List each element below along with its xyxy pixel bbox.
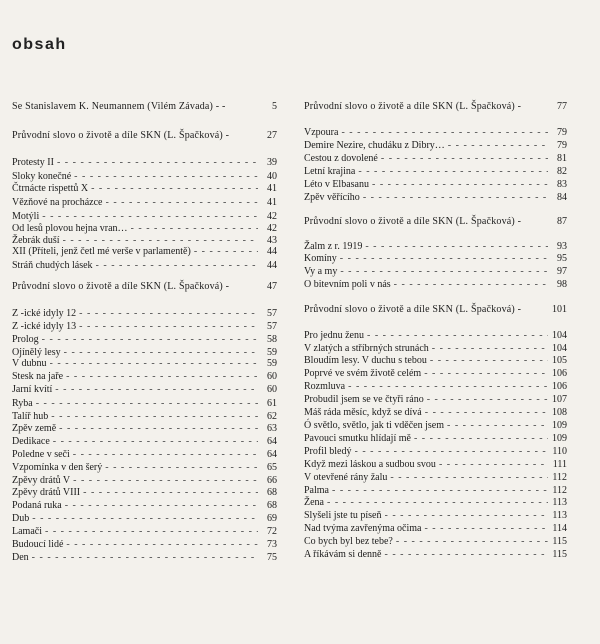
toc-entry-title: Poprvé ve svém životě celém bbox=[304, 368, 422, 379]
toc-entry-title: Budoucí lidé bbox=[12, 539, 64, 550]
toc-entry bbox=[12, 397, 277, 410]
toc-entry-page: 60 bbox=[267, 371, 277, 382]
toc-entry-title: Zpěvy drátů VIII bbox=[12, 487, 81, 498]
toc-entry bbox=[12, 156, 277, 169]
toc-entry-title: Lamači bbox=[12, 526, 42, 537]
toc-entry-page: 110 bbox=[552, 446, 567, 457]
dot-leader bbox=[414, 432, 548, 445]
toc-entry-page: 109 bbox=[552, 433, 567, 444]
dot-leader bbox=[79, 320, 258, 333]
dot-leader bbox=[327, 496, 548, 509]
toc-entry bbox=[12, 538, 277, 551]
toc-entry bbox=[304, 191, 567, 204]
dot-leader bbox=[430, 354, 548, 367]
toc-entry-page: 43 bbox=[267, 235, 277, 246]
toc-entry bbox=[304, 178, 567, 191]
toc-entry bbox=[12, 486, 277, 499]
toc-foreword-entry bbox=[304, 303, 567, 316]
toc-entry bbox=[12, 512, 277, 525]
dot-leader bbox=[427, 393, 548, 406]
toc-entry-title: Průvodní slovo o životě a díle SKN (L. Špačková) - bbox=[304, 216, 522, 227]
toc-entry-page: 95 bbox=[557, 253, 567, 264]
toc-entry-page: 57 bbox=[267, 321, 277, 332]
toc-entry-title: Vy a my bbox=[304, 266, 338, 277]
dot-leader bbox=[55, 383, 258, 396]
toc-entry-page: 75 bbox=[267, 552, 277, 563]
toc-entry-page: 64 bbox=[267, 449, 277, 460]
toc-foreword-entry bbox=[12, 100, 277, 113]
dot-leader bbox=[424, 367, 548, 380]
toc-entry-page: 84 bbox=[557, 192, 567, 203]
toc-entry-page: 101 bbox=[552, 304, 567, 315]
dot-leader bbox=[396, 535, 548, 548]
dot-leader bbox=[45, 525, 258, 538]
toc-entry bbox=[304, 445, 567, 458]
toc-entry bbox=[12, 525, 277, 538]
toc-entry-title: Protesty II bbox=[12, 157, 54, 168]
dot-leader bbox=[50, 357, 258, 370]
dot-leader bbox=[32, 512, 258, 525]
toc-entry-title: Vzpomínka v den šerý bbox=[12, 462, 103, 473]
toc-entry bbox=[304, 548, 567, 561]
toc-entry-page: 115 bbox=[552, 536, 567, 547]
toc-entry-page: 79 bbox=[557, 127, 567, 138]
toc-entry-title: Žalm z r. 1919 bbox=[304, 241, 363, 252]
dot-leader bbox=[358, 165, 548, 178]
toc-entry-title: Žena bbox=[304, 497, 324, 508]
toc-entry-page: 65 bbox=[267, 462, 277, 473]
toc-entry bbox=[12, 320, 277, 333]
dot-leader bbox=[439, 458, 548, 471]
dot-leader bbox=[91, 182, 258, 195]
toc-entry-page: 41 bbox=[267, 183, 277, 194]
toc-entry bbox=[304, 458, 567, 471]
toc-entry bbox=[304, 471, 567, 484]
toc-entry-title: Máš ráda měsíc, když se dívá bbox=[304, 407, 422, 418]
toc-entry bbox=[304, 496, 567, 509]
toc-entry bbox=[304, 139, 567, 152]
toc-entry bbox=[12, 259, 277, 272]
toc-entry bbox=[304, 522, 567, 535]
toc-entry-page: 81 bbox=[557, 153, 567, 164]
toc-entry-title: Ojínělý lesy bbox=[12, 347, 61, 358]
page-title: obsah bbox=[12, 36, 67, 53]
toc-entry-page: 114 bbox=[552, 523, 567, 534]
toc-entry-title: Léto v Elbasanu bbox=[304, 179, 369, 190]
toc-entry-page: 112 bbox=[552, 485, 567, 496]
dot-leader bbox=[59, 422, 258, 435]
toc-entry bbox=[12, 383, 277, 396]
toc-entry-page: 27 bbox=[267, 130, 277, 141]
toc-entry bbox=[304, 432, 567, 445]
dot-leader bbox=[65, 499, 258, 512]
toc-entry-title: Letní krajina bbox=[304, 166, 356, 177]
toc-entry bbox=[304, 265, 567, 278]
toc-entry-title: A říkávám si denně bbox=[304, 549, 382, 560]
toc-entry bbox=[12, 448, 277, 461]
toc-entry-title: Žebrák duší bbox=[12, 235, 60, 246]
toc-entry-title: Komíny bbox=[304, 253, 337, 264]
toc-entry-title: XII (Příteli, jenž četl mé verše v parlamentě) bbox=[12, 246, 191, 257]
toc-entry-page: 111 bbox=[552, 459, 567, 470]
toc-entry-title: Průvodní slovo o životě a díle SKN (L. Špačková) - bbox=[12, 130, 230, 141]
dot-leader bbox=[79, 307, 258, 320]
toc-entry-title: Stesk na jaře bbox=[12, 371, 64, 382]
toc-entry-title: Demire Nezire, chudáku z Dibry… bbox=[304, 140, 445, 151]
toc-entry-title: Den bbox=[12, 552, 29, 563]
toc-entry-page: 58 bbox=[267, 334, 277, 345]
toc-entry-page: 82 bbox=[557, 166, 567, 177]
toc-entry bbox=[12, 461, 277, 474]
toc-entry-page: 106 bbox=[552, 368, 567, 379]
toc-entry-title: Stráň chudých lásek bbox=[12, 260, 93, 271]
toc-entry-title: Jarní kvítí bbox=[12, 384, 53, 395]
dot-leader bbox=[73, 448, 258, 461]
toc-entry-title: Průvodní slovo o životě a díle SKN (L. Špačková) - bbox=[12, 281, 230, 292]
toc-entry bbox=[304, 354, 567, 367]
toc-entry bbox=[304, 380, 567, 393]
toc-entry-title: Průvodní slovo o životě a díle SKN (L. Špačková) - bbox=[304, 101, 522, 112]
dot-leader bbox=[394, 278, 548, 291]
toc-entry-page: 42 bbox=[267, 211, 277, 222]
toc-entry-title: Slyšeli jste tu píseň bbox=[304, 510, 382, 521]
toc-entry-page: 104 bbox=[552, 343, 567, 354]
toc-entry bbox=[304, 152, 567, 165]
toc-entry-page: 106 bbox=[552, 381, 567, 392]
toc-entry-title: Talíř hub bbox=[12, 411, 49, 422]
dot-leader bbox=[425, 406, 548, 419]
dot-leader bbox=[385, 509, 549, 522]
toc-entry bbox=[304, 367, 567, 380]
toc-entry-title: Dub bbox=[12, 513, 30, 524]
toc-entry-page: 104 bbox=[552, 330, 567, 341]
dot-leader bbox=[390, 471, 548, 484]
dot-leader bbox=[341, 126, 548, 139]
toc-foreword-entry bbox=[304, 215, 567, 228]
toc-entry-page: 62 bbox=[267, 411, 277, 422]
toc-entry-page: 113 bbox=[552, 510, 567, 521]
toc-entry-page: 73 bbox=[267, 539, 277, 550]
toc-entry-title: Ryba bbox=[12, 398, 33, 409]
toc-entry-title: V zlatých a stříbrných strunách bbox=[304, 343, 429, 354]
toc-entry-title: Ó světlo, světlo, jak ti vděčen jsem bbox=[304, 420, 444, 431]
toc-entry-title: Co bych byl bez tebe? bbox=[304, 536, 393, 547]
toc-entry-title: Zpěv věřícího bbox=[304, 192, 360, 203]
toc-entry bbox=[12, 357, 277, 370]
toc-entry-page: 72 bbox=[267, 526, 277, 537]
toc-entry-page: 44 bbox=[267, 246, 277, 257]
toc-entry-page: 57 bbox=[267, 308, 277, 319]
dot-leader bbox=[53, 435, 258, 448]
toc-entry-title: Se Stanislavem K. Neumannem (Vilém Závada) - - bbox=[12, 101, 226, 112]
toc-entry-page: 98 bbox=[557, 279, 567, 290]
toc-entry bbox=[12, 333, 277, 346]
toc-entry bbox=[12, 245, 277, 258]
dot-leader bbox=[106, 196, 259, 209]
toc-entry-page: 68 bbox=[267, 487, 277, 498]
toc-entry-title: Čtrnácte rispettů X bbox=[12, 183, 89, 194]
toc-entry bbox=[12, 499, 277, 512]
toc-entry bbox=[304, 126, 567, 139]
toc-entry bbox=[12, 182, 277, 195]
toc-entry-page: 109 bbox=[552, 420, 567, 431]
toc-entry-page: 47 bbox=[267, 281, 277, 292]
toc-entry-page: 39 bbox=[267, 157, 277, 168]
toc-entry-title: O bitevním poli v nás bbox=[304, 279, 391, 290]
toc-entry-title: Zpěvy drátů V bbox=[12, 475, 71, 486]
dot-leader bbox=[96, 259, 258, 272]
toc-entry-title: Průvodní slovo o životě a díle SKN (L. Špačková) - bbox=[304, 304, 522, 315]
toc-entry-title: Z -ické idyly 12 bbox=[12, 308, 77, 319]
toc-entry bbox=[12, 307, 277, 320]
dot-leader bbox=[381, 152, 548, 165]
toc-entry-title: Prolog bbox=[12, 334, 39, 345]
toc-entry-title: Z -ické idyly 13 bbox=[12, 321, 77, 332]
toc-entry bbox=[12, 370, 277, 383]
toc-entry-title: Podaná ruka bbox=[12, 500, 62, 511]
toc-entry bbox=[304, 419, 567, 432]
toc-entry-title: Pavouci smutku hlídají mě bbox=[304, 433, 411, 444]
toc-entry-title: Bloudím lesy. V duchu s tebou bbox=[304, 355, 427, 366]
dot-leader bbox=[57, 156, 258, 169]
toc-entry-title: V otevřené rány žalu bbox=[304, 472, 388, 483]
toc-entry-page: 59 bbox=[267, 358, 277, 369]
toc-entry bbox=[304, 535, 567, 548]
toc-entry bbox=[12, 435, 277, 448]
toc-entry-title: V dubnu bbox=[12, 358, 47, 369]
toc-entry bbox=[304, 329, 567, 342]
toc-entry-page: 112 bbox=[552, 472, 567, 483]
dot-leader bbox=[363, 191, 548, 204]
toc-entry-page: 42 bbox=[267, 223, 277, 234]
toc-entry-page: 63 bbox=[267, 423, 277, 434]
toc-entry bbox=[304, 406, 567, 419]
toc-entry-title: Když mezi láskou a sudbou svou bbox=[304, 459, 436, 470]
dot-leader bbox=[447, 419, 548, 432]
toc-entry bbox=[304, 393, 567, 406]
toc-entry-page: 61 bbox=[267, 398, 277, 409]
toc-entry bbox=[304, 509, 567, 522]
toc-entry-page: 113 bbox=[552, 497, 567, 508]
toc-entry-title: Nad tvýma zavřenýma očima bbox=[304, 523, 422, 534]
dot-leader bbox=[424, 522, 548, 535]
toc-entry-page: 87 bbox=[557, 216, 567, 227]
dot-leader bbox=[355, 445, 549, 458]
dot-leader bbox=[348, 380, 548, 393]
toc-entry-page: 107 bbox=[552, 394, 567, 405]
dot-leader bbox=[83, 486, 258, 499]
toc-entry-title: Zpěv země bbox=[12, 423, 57, 434]
toc-entry-page: 41 bbox=[267, 197, 277, 208]
toc-entry-title: Dedikace bbox=[12, 436, 50, 447]
toc-entry bbox=[12, 551, 277, 564]
toc-foreword-entry bbox=[12, 129, 277, 142]
dot-leader bbox=[32, 551, 258, 564]
toc-entry-page: 77 bbox=[557, 101, 567, 112]
toc-entry-title: Sloky konečné bbox=[12, 171, 72, 182]
toc-entry-page: 60 bbox=[267, 384, 277, 395]
dot-leader bbox=[340, 265, 548, 278]
toc-entry-title: Motýli bbox=[12, 211, 40, 222]
toc-entry-title: Pro jednu ženu bbox=[304, 330, 364, 341]
toc-entry bbox=[304, 278, 567, 291]
toc-entry-page: 59 bbox=[267, 347, 277, 358]
toc-entry-page: 40 bbox=[267, 171, 277, 182]
dot-leader bbox=[105, 461, 258, 474]
toc-entry-page: 105 bbox=[552, 355, 567, 366]
toc-entry-page: 68 bbox=[267, 500, 277, 511]
toc-entry-page: 115 bbox=[552, 549, 567, 560]
toc-entry bbox=[12, 196, 277, 209]
toc-entry-title: Rozmluva bbox=[304, 381, 346, 392]
dot-leader bbox=[384, 548, 548, 561]
toc-entry-page: 79 bbox=[557, 140, 567, 151]
toc-entry-page: 44 bbox=[267, 260, 277, 271]
dot-leader bbox=[66, 538, 258, 551]
dot-leader bbox=[194, 245, 258, 258]
toc-entry-page: 83 bbox=[557, 179, 567, 190]
dot-leader bbox=[36, 397, 258, 410]
dot-leader bbox=[448, 139, 548, 152]
dot-leader bbox=[340, 252, 548, 265]
toc-entry bbox=[304, 252, 567, 265]
toc-entry-page: 93 bbox=[557, 241, 567, 252]
dot-leader bbox=[42, 333, 258, 346]
toc-entry-title: Probudil jsem se ve čtyři ráno bbox=[304, 394, 424, 405]
toc-entry-page: 69 bbox=[267, 513, 277, 524]
dot-leader bbox=[367, 329, 548, 342]
toc-entry bbox=[304, 165, 567, 178]
toc-entry-title: Profil bledý bbox=[304, 446, 352, 457]
toc-entry bbox=[12, 422, 277, 435]
toc-entry-page: 97 bbox=[557, 266, 567, 277]
toc-foreword-entry bbox=[304, 100, 567, 113]
toc-entry-page: 64 bbox=[267, 436, 277, 447]
toc-entry-title: Poledne v seči bbox=[12, 449, 70, 460]
toc-foreword-entry bbox=[12, 280, 277, 293]
toc-entry-title: Palma bbox=[304, 485, 329, 496]
toc-entry-title: Vězňové na procházce bbox=[12, 197, 103, 208]
toc-entry-page: 66 bbox=[267, 475, 277, 486]
dot-leader bbox=[372, 178, 548, 191]
toc-entry-page: 108 bbox=[552, 407, 567, 418]
dot-leader bbox=[66, 370, 258, 383]
toc-entry-title: Od lesů plovou hejna vran… bbox=[12, 223, 128, 234]
toc-entry-page: 5 bbox=[272, 101, 277, 112]
toc-entry-title: Cestou z dovolené bbox=[304, 153, 378, 164]
toc-entry-title: Vzpoura bbox=[304, 127, 339, 138]
